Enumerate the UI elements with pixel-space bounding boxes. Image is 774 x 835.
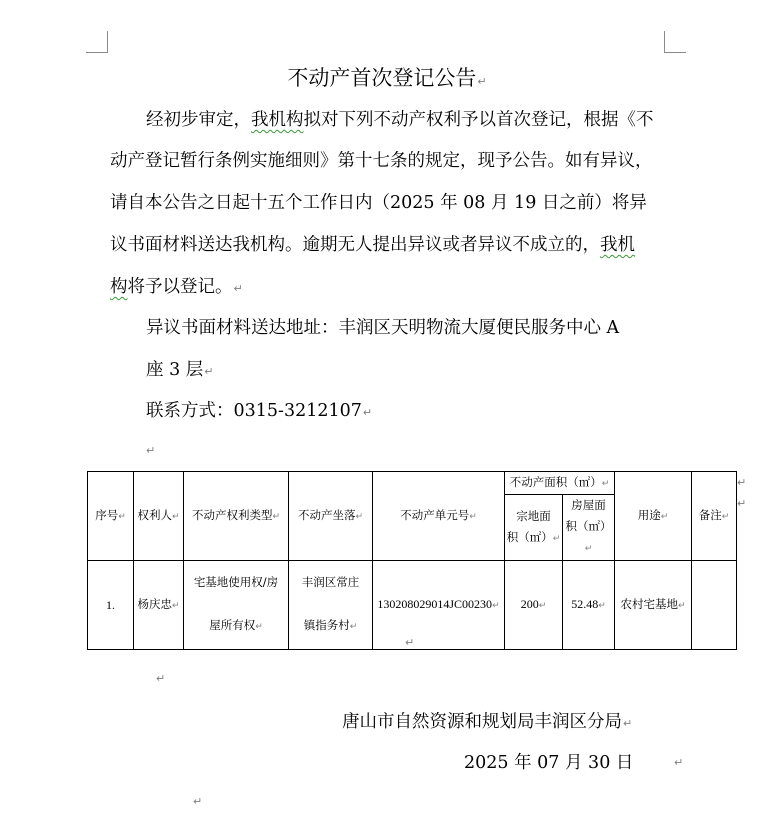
cell-land-area: 200↵: [505, 561, 563, 650]
address-line-1: 异议书面材料送达地址：丰润区天明物流大厦便民服务中心 A: [146, 318, 620, 338]
cell-remark: [692, 561, 737, 650]
header-house-area: 房屋面 积（㎡）↵: [563, 495, 615, 561]
contact-line: 联系方式：0315-3212107↵: [146, 401, 373, 421]
cell-right-type: 宅基地使用权/房 屋所有权↵: [184, 561, 289, 650]
body-line-1: 经初步审定，我机构拟对下列不动产权利予以首次登记，根据《不: [146, 110, 654, 130]
empty-paragraph-mark: ↵: [674, 756, 684, 769]
header-land-area: 宗地面 积（㎡）↵: [505, 495, 563, 561]
body-line-5: 构将予以登记。↵: [110, 277, 243, 297]
notice-title: 不动产首次登记公告↵: [287, 66, 487, 90]
signature-org: 唐山市自然资源和规划局丰润区分局↵: [342, 712, 633, 732]
empty-paragraph-mark: ↵: [146, 444, 156, 457]
header-usage: 用途↵: [615, 472, 692, 561]
empty-paragraph-mark: ↵: [193, 795, 203, 808]
header-remark: 备注↵: [692, 472, 737, 561]
property-table: [87, 471, 737, 650]
body-line-2: 动产登记暂行条例实施细则》第十七条的规定，现予公告。如有异议，: [110, 151, 653, 171]
crop-mark-top-left: [86, 31, 108, 53]
body-line-4: 议书面材料送达我机构。逾期无人提出异议或者异议不成立的，我机: [110, 235, 635, 255]
body-line-3: 请自本公告之日起十五个工作日内（2025 年 08 月 19 日之前）将异: [110, 193, 647, 213]
address-line-2: 座 3 层↵: [146, 360, 214, 380]
header-right-type: 不动产权利类型↵: [184, 472, 289, 561]
cell-location: 丰润区常庄 镇指务村↵: [289, 561, 373, 650]
cell-usage: 农村宅基地↵: [615, 561, 692, 650]
row-end-mark: ↵: [737, 476, 747, 489]
cell-holder: 杨庆忠↵: [134, 561, 184, 650]
crop-mark-top-right: [664, 31, 686, 53]
header-seq: 序号↵: [88, 472, 134, 561]
header-holder: 权利人↵: [134, 472, 184, 561]
signature-date: 2025 年 07 月 30 日: [464, 753, 634, 773]
cell-unit-no: 130208029014JC00230↵: [373, 561, 505, 650]
cell-house-area: 52.48↵: [563, 561, 615, 650]
header-area-group: 不动产面积（㎡）↵: [505, 472, 615, 495]
empty-paragraph-mark: ↵: [156, 672, 166, 685]
empty-paragraph-mark: ↵: [405, 636, 415, 649]
cell-seq: 1.: [88, 561, 134, 650]
header-unit-no: 不动产单元号↵: [373, 472, 505, 561]
header-location: 不动产坐落↵: [289, 472, 373, 561]
row-end-mark: ↵: [737, 497, 747, 510]
